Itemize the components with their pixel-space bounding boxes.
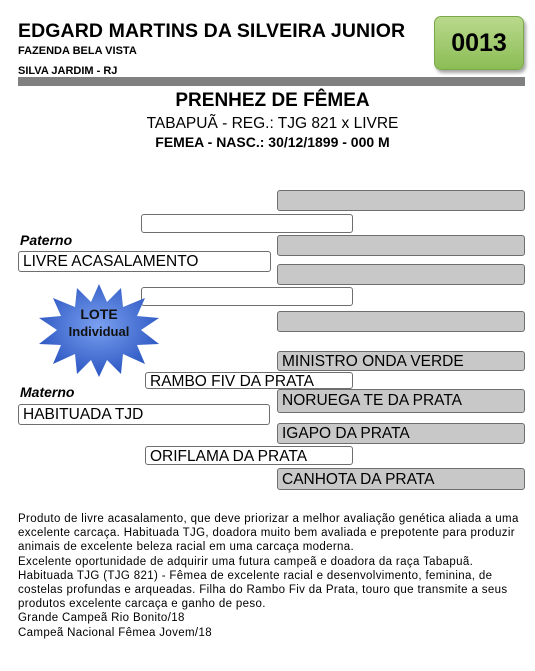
maternal-label: Materno	[20, 384, 75, 400]
badge-line-1: LOTE	[80, 306, 118, 322]
description-paragraph: Produto de livre acasalamento, que deve priorizar a melhor avaliação genética aliada a uma excelente carcaça. Habituada TJG, doadora muito bem avaliada e prepotente para produzir animais de excelente beleza racial em uma carcaça moderna.	[18, 513, 519, 554]
maternal-grandsire: RAMBO FIV DA PRATA	[145, 372, 353, 389]
paternal-grandsire	[141, 214, 353, 233]
award-line: Campeã Nacional Fêmea Jovem/18	[18, 626, 212, 639]
paternal-granddam	[141, 287, 353, 306]
paternal-great-granddam-1	[277, 235, 525, 256]
sex-birth-info: FEMEA - NASC.: 30/12/1899 - 000 M	[155, 134, 390, 150]
dam-field: HABITUADA TJD	[18, 404, 270, 425]
sire-field: LIVRE ACASALAMENTO	[18, 251, 271, 272]
description-text	[18, 512, 523, 640]
maternal-granddam: ORIFLAMA DA PRATA	[145, 446, 353, 465]
breed-registry: TABAPUÃ - REG.: TJG 821 x LIVRE	[146, 115, 399, 132]
paternal-label: Paterno	[20, 232, 73, 248]
owner-name: EDGARD MARTINS DA SILVEIRA JUNIOR	[18, 20, 406, 42]
paternal-great-granddam-2	[277, 311, 525, 332]
paternal-great-grandsire-2	[277, 264, 525, 285]
lote-individual-badge	[35, 282, 163, 378]
paternal-great-grandsire-1	[277, 190, 525, 211]
badge-line-2: Individual	[68, 324, 130, 339]
maternal-great-grandsire-2: IGAPO DA PRATA	[277, 423, 525, 444]
maternal-great-granddam-2: CANHOTA DA PRATA	[277, 468, 525, 490]
award-line: Grande Campeã Rio Bonito/18	[18, 612, 185, 625]
header-divider	[18, 77, 525, 86]
farm-location: SILVA JARDIM - RJ	[18, 65, 118, 77]
farm-name: FAZENDA BELA VISTA	[18, 45, 137, 57]
maternal-great-grandsire-1: MINISTRO ONDA VERDE	[277, 351, 525, 371]
description-paragraph: Excelente oportunidade de adquirir uma futura campeã e doadora da raça Tabapuã. Habituada TJG (TJG 821) - Fêmea de excelente racial e desenvolvimento, feminina, de costelas profundas e arqueadas. Filha do Rambo Fiv da Prata, touro que transmite a seus produtos excelente carcaça e ganho de peso.	[18, 555, 508, 611]
lot-number-badge: 0013	[434, 16, 524, 70]
maternal-great-granddam-1: NORUEGA TE DA PRATA	[277, 389, 525, 413]
page-title: PRENHEZ DE FÊMEA	[175, 90, 370, 111]
